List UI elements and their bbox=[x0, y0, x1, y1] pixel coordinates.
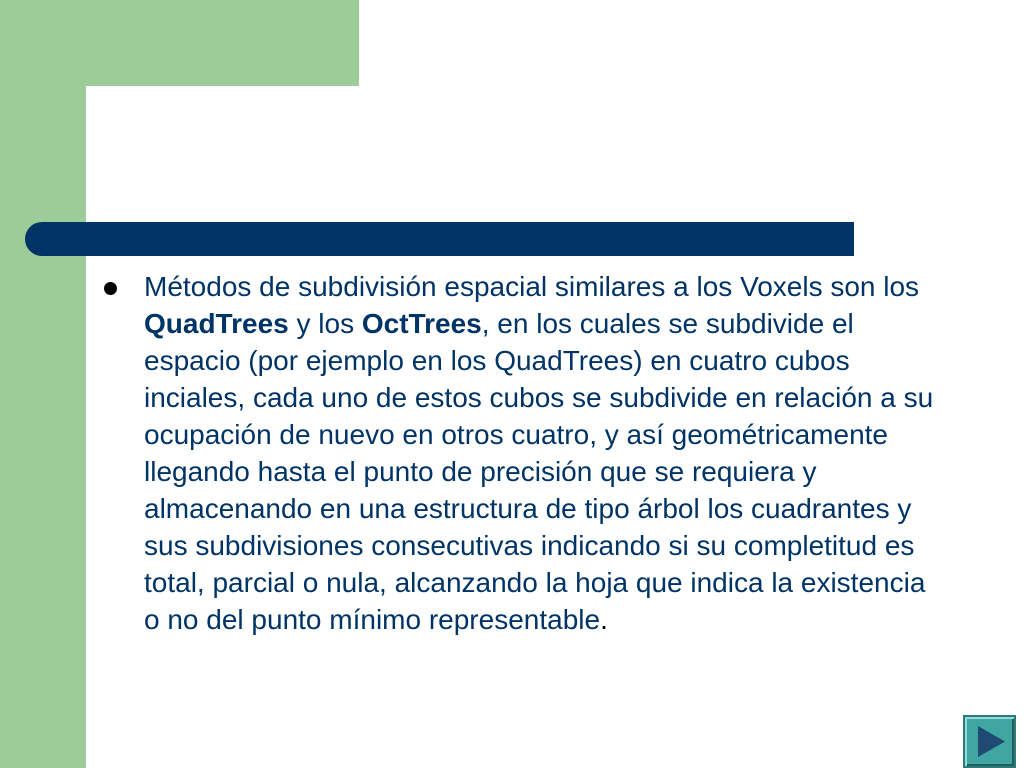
next-slide-button[interactable] bbox=[963, 715, 1016, 768]
bullet-text bbox=[144, 268, 934, 638]
bullet-bold-quadtrees: QuadTrees bbox=[144, 308, 289, 339]
decor-green-left-bar bbox=[0, 0, 86, 768]
bullet-text-part-2: y los bbox=[288, 308, 362, 339]
bullet-dot-icon bbox=[104, 282, 117, 295]
decor-navy-title-bar bbox=[25, 222, 854, 256]
bullet-final-period: . bbox=[600, 604, 608, 635]
decor-white-rounded-corner bbox=[86, 86, 386, 286]
play-arrow-icon bbox=[965, 717, 1014, 766]
bullet-item bbox=[104, 268, 934, 638]
decor-green-top-block bbox=[0, 0, 359, 86]
slide-body bbox=[104, 268, 934, 638]
bullet-text-part-1: Métodos de subdivisión espacial similares a los Voxels son los bbox=[144, 271, 920, 302]
bullet-bold-octtrees: OctTrees bbox=[361, 308, 482, 339]
bullet-text-part-3: , en los cuales se subdivide el espacio (por ejemplo en los QuadTrees) en cuatro cubos inciales, cada uno de estos cubos se subdivide en relación a su ocupación de nuevo en otros cuatro, y así geométricamente llegando hasta el punto de precisión que se requiera y almacenando en una estructura de tipo árbol los cuadrantes y sus subdivisiones consecutivas indicando si su completitud es total, parcial o nula, alcanzando la hoja que indica la existencia o no del punto mínimo representable bbox=[144, 308, 934, 635]
